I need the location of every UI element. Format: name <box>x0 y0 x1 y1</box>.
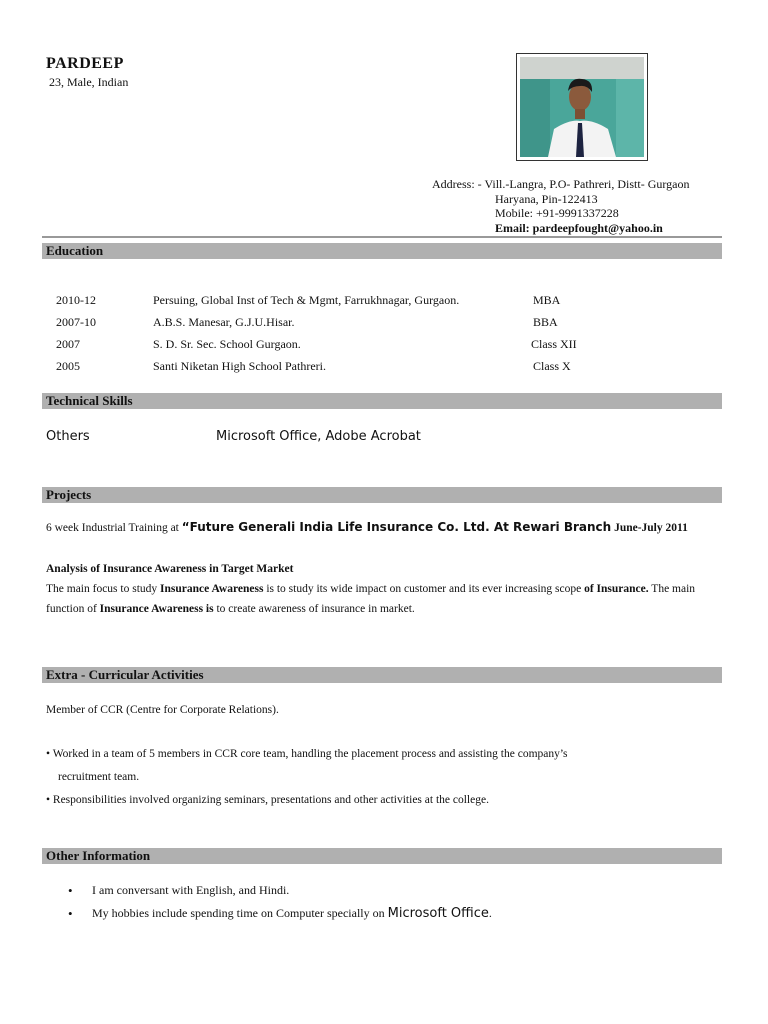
extra-bullet-1: • Worked in a team of 5 members in CCR core team, handling the placement process and assisting the company’s <box>46 748 568 760</box>
training-company: “Future Generali India Life Insurance Co. Ltd. At Rewari Branch <box>181 520 612 534</box>
education-row <box>56 337 696 353</box>
text-run-bold: of Insurance. <box>584 583 649 595</box>
project-description <box>46 579 726 619</box>
extra-curricular-heading: Extra - Curricular Activities <box>42 667 722 683</box>
text-run: The main <box>648 583 696 595</box>
projects-heading: Projects <box>42 487 722 503</box>
education-row <box>56 293 696 309</box>
skills-value: Microsoft Office, Adobe Acrobat <box>216 429 421 444</box>
skills-label: Others <box>46 429 90 444</box>
education-institution: Santi Niketan High School Pathreri. <box>153 359 326 373</box>
bullet-icon: • <box>68 906 73 921</box>
training-intro: 6 week Industrial Training at <box>46 522 182 534</box>
education-degree: Class X <box>533 359 571 373</box>
project-desc-line-1 <box>46 579 726 599</box>
education-heading: Education <box>42 243 722 259</box>
email-address: Email: pardeepfought@yahoo.in <box>495 220 663 235</box>
address-line-2: Haryana, Pin-122413 <box>495 191 598 206</box>
education-year: 2010-12 <box>56 293 96 307</box>
extra-bullet-2: • Responsibilities involved organizing seminars, presentations and other activities at the college. <box>46 794 489 806</box>
skills-heading: Technical Skills <box>42 393 722 409</box>
mobile-number: Mobile: +91-9991337228 <box>495 206 619 220</box>
other-info-item <box>68 883 668 901</box>
training-period: June-July 2011 <box>611 522 688 534</box>
education-year: 2005 <box>56 359 80 373</box>
candidate-name: PARDEEP <box>46 55 124 72</box>
address-line-1: Address: - Vill.-Langra, P.O- Pathreri, Distt- Gurgaon <box>432 177 690 191</box>
profile-photo <box>516 53 648 161</box>
project-title: Analysis of Insurance Awareness in Target Market <box>46 563 294 575</box>
other-info-item <box>68 906 668 924</box>
text-run: The main focus to study <box>46 583 161 595</box>
text-run-bold: Insurance Awareness is <box>99 603 214 615</box>
education-institution: A.B.S. Manesar, G.J.U.Hisar. <box>153 315 295 329</box>
text-run: . <box>488 906 492 920</box>
education-degree: MBA <box>533 293 561 307</box>
education-row <box>56 359 696 375</box>
education-institution: S. D. Sr. Sec. School Gurgaon. <box>153 337 301 351</box>
bullet-icon: • <box>68 883 73 898</box>
hobbies-text <box>92 906 492 921</box>
education-year: 2007-10 <box>56 315 96 329</box>
text-run: My hobbies include spending time on Computer specially on <box>92 906 388 920</box>
text-run: to create awareness of insurance in market. <box>213 603 415 615</box>
text-run: function of <box>46 603 100 615</box>
ccr-membership: Member of CCR (Centre for Corporate Relations). <box>46 704 279 716</box>
project-desc-line-2 <box>46 599 726 619</box>
education-year: 2007 <box>56 337 80 351</box>
training-line <box>46 520 688 534</box>
text-run-sans: Microsoft Office <box>387 906 489 921</box>
text-run-bold: Insurance Awareness <box>160 583 264 595</box>
extra-bullet-1-continued: recruitment team. <box>58 771 140 783</box>
education-row <box>56 315 696 331</box>
education-degree: Class XII <box>531 337 577 351</box>
education-institution: Persuing, Global Inst of Tech & Mgmt, Farrukhnagar, Gurgaon. <box>153 293 460 307</box>
text-run: is to study its wide impact on customer and its ever increasing scope <box>263 583 585 595</box>
candidate-tagline: 23, Male, Indian <box>49 75 129 89</box>
other-info-heading: Other Information <box>42 848 722 864</box>
contact-block <box>432 177 689 235</box>
education-degree: BBA <box>533 315 558 329</box>
header-divider <box>42 236 722 238</box>
languages-text: I am conversant with English, and Hindi. <box>92 883 290 897</box>
